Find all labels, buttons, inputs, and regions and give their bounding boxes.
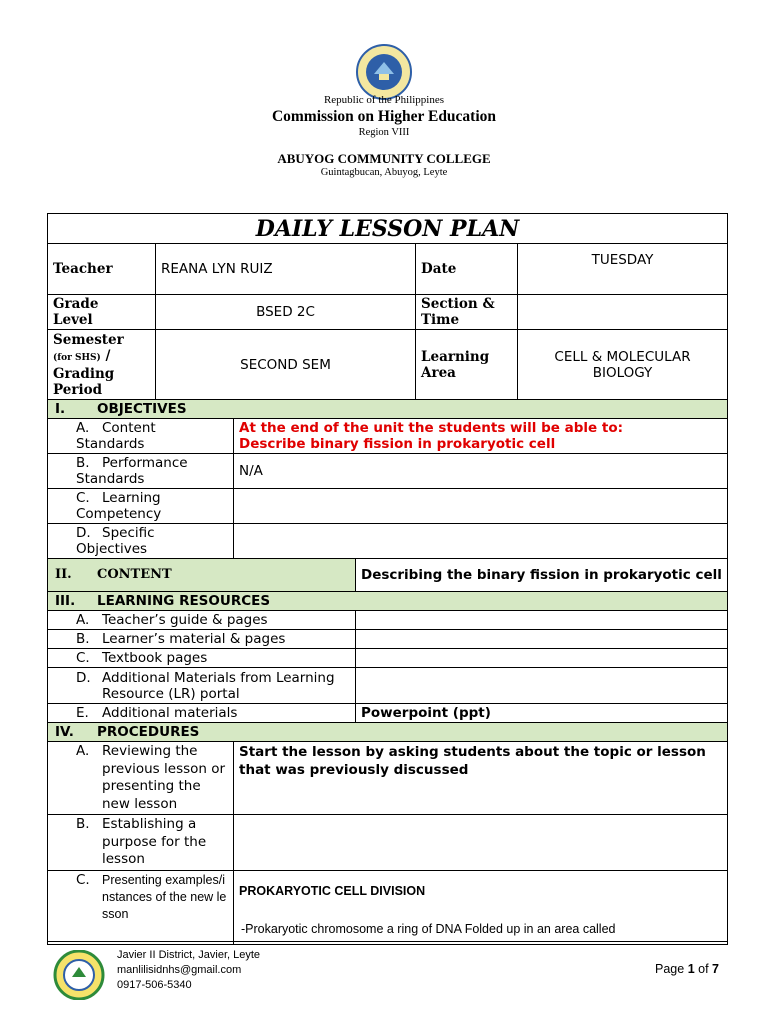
resource-teachers-guide-value — [356, 611, 728, 630]
footer-address: Javier II District, Javier, Leyte — [117, 949, 261, 961]
college-name: ABUYOG COMMUNITY COLLEGE — [277, 151, 491, 166]
section-content: II. CONTENT — [48, 559, 356, 592]
section-objectives: I. OBJECTIVES — [48, 400, 728, 419]
learning-area-value: CELL & MOLECULAR BIOLOGY — [518, 330, 728, 400]
procedure-reviewing: A. Reviewing the previous lesson or presenting the new lesson — [48, 742, 234, 815]
section-value — [518, 295, 728, 330]
resource-learners-material-value — [356, 630, 728, 649]
footer-divider — [47, 941, 727, 942]
commission-line: Commission on Higher Education — [271, 108, 497, 125]
objective-specific-objectives: D. Specific Objectives — [48, 524, 234, 559]
content-value: Describing the binary fission in prokaryotic cell — [356, 559, 728, 592]
resource-additional-materials-value: Powerpoint (ppt) — [356, 704, 728, 723]
objective-learning-competency: C. Learning Competency — [48, 489, 234, 524]
resource-additional-lr-value — [356, 668, 728, 704]
date-label: Date — [416, 244, 518, 295]
learning-competency-value — [234, 489, 728, 524]
procedure-establishing-purpose-value — [234, 815, 728, 871]
learning-area-label: Learning Area — [416, 330, 518, 400]
republic-line: Republic of the Philippines — [323, 94, 445, 106]
grade-level-label: Grade Level — [48, 295, 156, 330]
semester-value: SECOND SEM — [156, 330, 416, 400]
objective-content-standards: A. Content Standards — [48, 419, 234, 454]
resource-learners-material: B. Learner’s material & pages — [48, 630, 356, 649]
school-logo — [48, 950, 110, 1000]
teacher-label: Teacher — [48, 244, 156, 295]
grade-level-value: BSED 2C — [156, 295, 416, 330]
college-logo — [352, 44, 416, 100]
procedure-establishing-purpose: B. Establishing a purpose for the lesson — [48, 815, 234, 871]
teacher-value: REANA LYN RUIZ — [156, 244, 416, 295]
footer-phone: 0917-506-5340 — [117, 979, 192, 991]
objective-red-note: At the end of the unit the students will be able to: Describe binary fission in prokaryotic cell — [234, 419, 728, 454]
procedure-presenting-examples: C. Presenting examples/instances of the new lesson — [48, 870, 234, 944]
prokaryotic-division-text: -Prokaryotic chromosome a ring of DNA Folded up in an area called — [241, 921, 616, 936]
resource-textbook-pages: C. Textbook pages — [48, 649, 356, 668]
prokaryotic-division-title: PROKARYOTIC CELL DIVISION — [239, 883, 426, 898]
college-address: Guintagbucan, Abuyog, Leyte — [320, 167, 448, 178]
page-indicator: Page 1 of 7 — [655, 962, 719, 976]
semester-label: Semester (for SHS) / Grading Period — [48, 330, 156, 400]
resource-additional-materials: E. Additional materials — [48, 704, 356, 723]
lesson-plan-table — [47, 213, 728, 945]
document-title: DAILY LESSON PLAN — [48, 214, 728, 244]
section-learning-resources: III. LEARNING RESOURCES — [48, 592, 728, 611]
footer-email[interactable]: manlilisidnhs@gmail.com — [117, 964, 242, 976]
date-value: TUESDAY — [518, 244, 728, 295]
section-procedures: IV. PROCEDURES — [48, 723, 728, 742]
resource-additional-lr: D. Additional Materials from Learning Resource (LR) portal — [48, 668, 356, 704]
region-line: Region VIII — [358, 127, 410, 138]
procedure-reviewing-value: Start the lesson by asking students about the topic or lesson that was previously discussed — [234, 742, 728, 815]
resource-teachers-guide: A. Teacher’s guide & pages — [48, 611, 356, 630]
resource-textbook-pages-value — [356, 649, 728, 668]
performance-standards-value: N/A — [234, 454, 728, 489]
specific-objectives-value — [234, 524, 728, 559]
section-label: Section & Time — [416, 295, 518, 330]
procedure-presenting-examples-value — [234, 870, 728, 944]
objective-performance-standards: B. Performance Standards — [48, 454, 234, 489]
